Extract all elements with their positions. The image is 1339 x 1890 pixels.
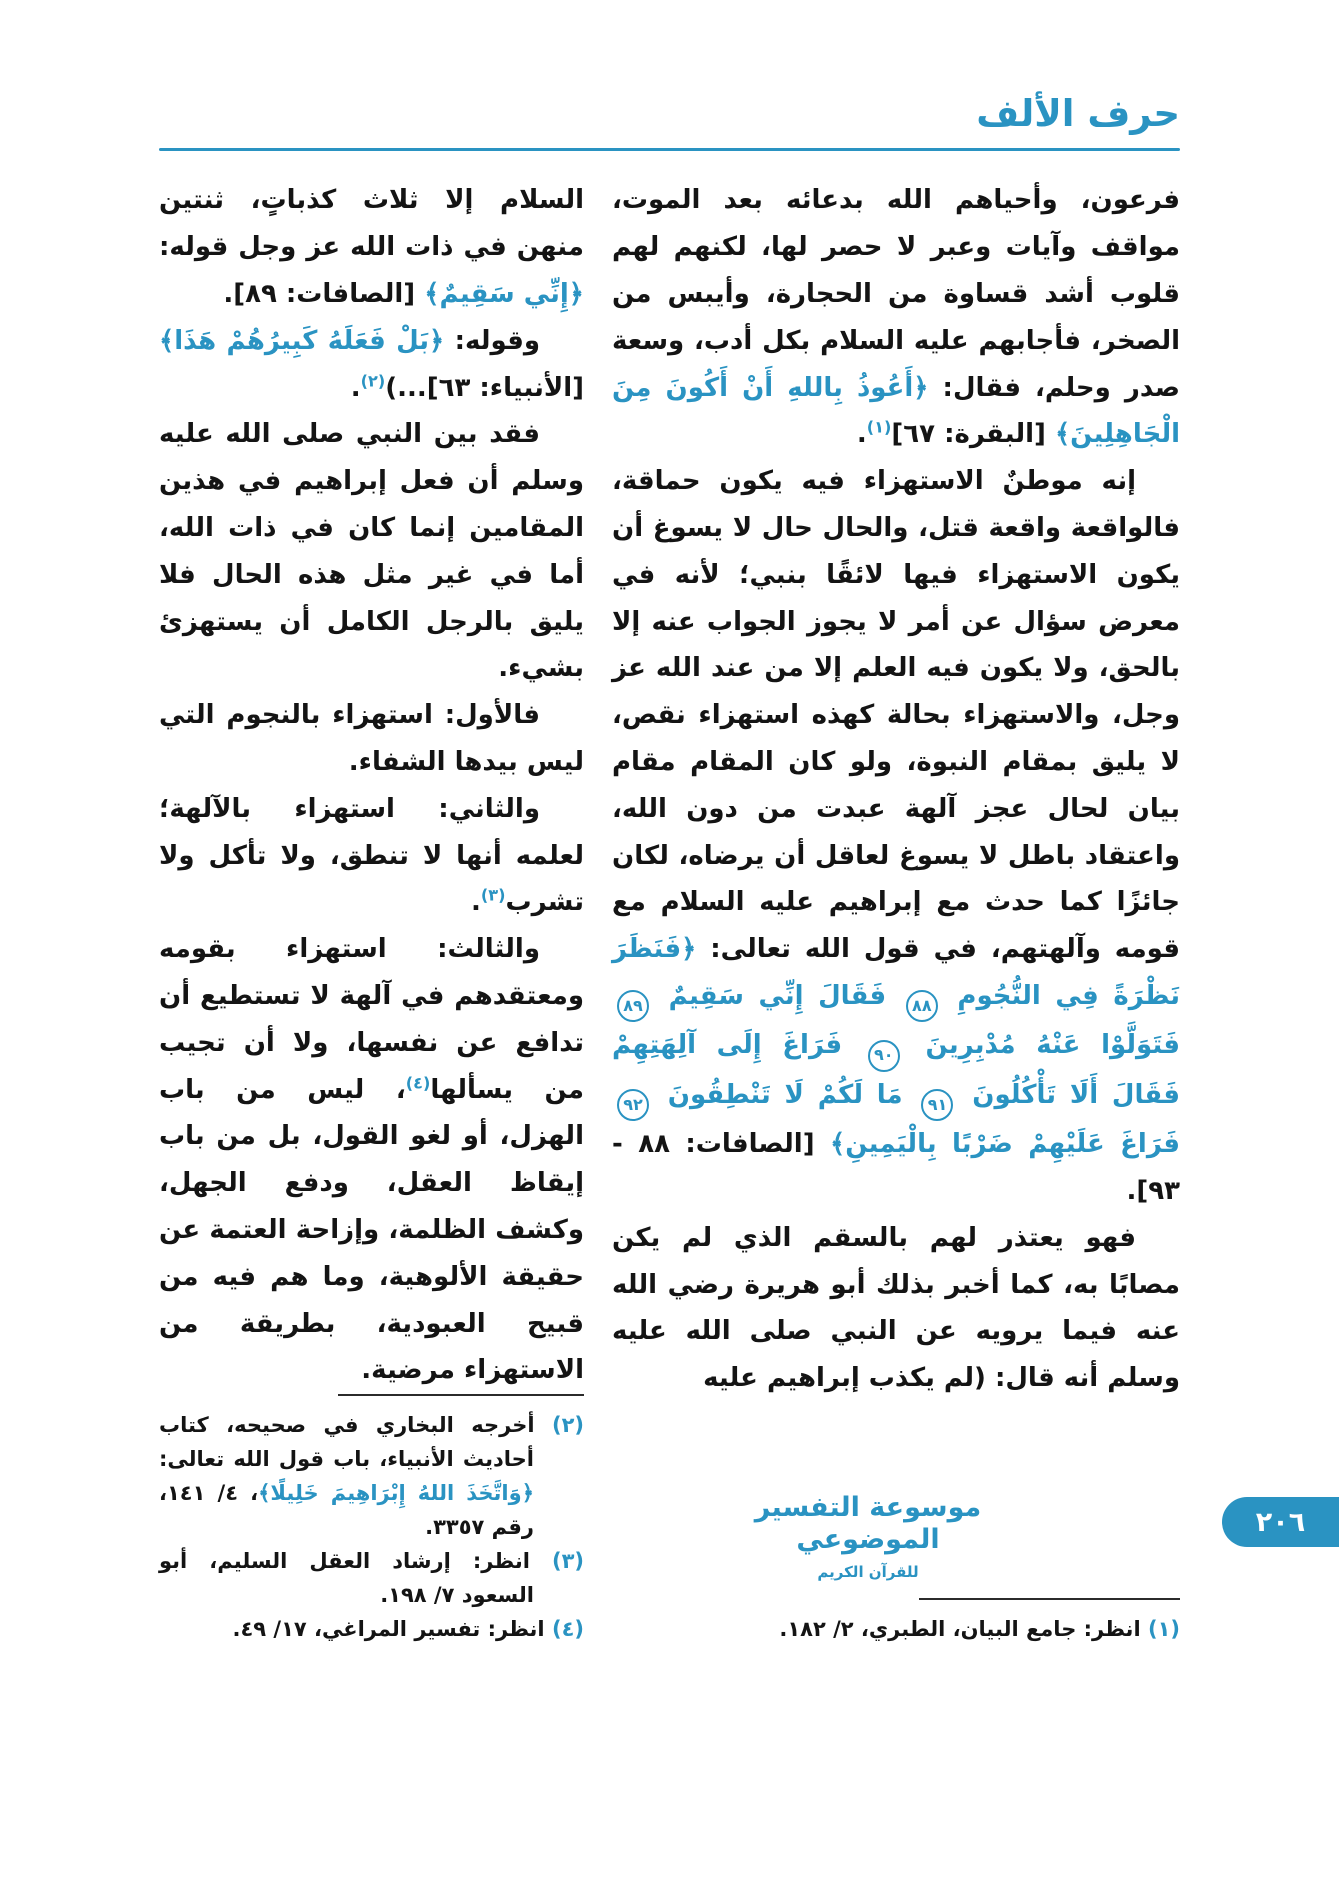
paragraph: [159, 1544, 584, 1612]
footnote-rule: [919, 1598, 1180, 1600]
text-run: [الصافات: ٨٩].: [223, 278, 425, 309]
text-run: فهو يعتذر لهم بالسقم الذي لم يكن مصابًا به، كما أخبر بذلك أبو هريرة رضي الله عنه فيما يرويه عن النبي صلى الله عليه وسلم أنه قال: (لم يكذب إبراهيم عليه: [612, 1222, 1180, 1394]
publisher-logo-title: موسوعة التفسير الموضوعي: [754, 1492, 982, 1556]
paragraph: [159, 411, 584, 692]
paragraph: [159, 1408, 584, 1544]
text-run: إنه موطنٌ الاستهزاء فيه يكون حماقة، فالواقعة واقعة قتل، والحال حال لا يسوغ أن يكون الاستهزاء فيها لائقًا بنبي؛ لأنه في معرض سؤال عن أمر لا يجوز الجواب عنه إلا بالحق، ولا يكون فيه العلم إلا من عند الله عز وجل، والاستهزاء بحالة كهذه استهزاء نقص، لا يليق بمقام النبوة، ولو كان المقام مقام بيان لحال عجز آلهة عبدت من دون الله، واعتقاد باطل لا يسوغ لعاقل أن يرضاه، لكان جائزًا كما حدث مع إبراهيم عليه السلام مع قومه وآلهتهم، في قول الله تعالى:: [612, 466, 1180, 965]
text-run: والثاني: استهزاء بالآلهة؛ لعلمه أنها لا تنطق، ولا تأكل ولا تشرب: [159, 793, 584, 918]
text-run: .: [350, 372, 361, 403]
column-left-text: [159, 177, 584, 1394]
footnotes-left: [159, 1394, 584, 1646]
footnote-number: (١): [1147, 1617, 1180, 1642]
footnotes-right-list: [612, 1612, 1180, 1646]
quran-quote: ﴿فَنَظَرَ نَظْرَةً فِي النُّجُومِ: [612, 934, 1180, 1011]
paragraph: [159, 692, 584, 786]
text-run: ، ليس من باب الهزل، أو لغو القول، بل من باب إيقاظ العقل، ودفع الجهل، وكشف الظلمة، وإزاحة العتمة عن حقيقة الألوهية، وما هم فيه من قبيح العبودية، بطريقة من الاستهزاء مرضية.: [159, 1074, 584, 1386]
page-header: [159, 92, 1180, 151]
text-run: والثالث: استهزاء بقومه ومعتقدهم في آلهة لا تستطيع أن تدافع عن نفسها، ولا أن تجيب من يسألها: [159, 934, 584, 1105]
footnotes-left-list: [159, 1408, 584, 1646]
column-left: [159, 177, 584, 1646]
text-run: السلام إلا ثلاث كذباتٍ، ثنتين منهن في ذات الله عز وجل قوله:: [159, 185, 584, 263]
page-content: [159, 92, 1180, 1646]
text-run: .: [470, 887, 481, 918]
text-run: أخرجه البخاري في صحيحه، كتاب أحاديث الأنبياء، باب قول الله تعالى:: [159, 1413, 552, 1472]
text-run: .: [856, 419, 867, 450]
quran-quote: ﴿وَاتَّخَذَ اللهُ إِبْرَاهِيمَ خَلِيلًا﴾: [258, 1481, 534, 1506]
publisher-logo: [753, 1492, 983, 1581]
text-run: [الصافات: ٨٨ - ٩٣].: [612, 1129, 1180, 1206]
ayah-number: ٩١: [921, 1089, 953, 1121]
text-run: فقد بين النبي صلى الله عليه وسلم أن فعل إبراهيم في هذين المقامين إنما كان في ذات الله، أما في غير مثل هذه الحال فلا يليق بالرجل الكامل أن يستهزئ بشيء.: [159, 419, 584, 684]
footnote-marker: (٢): [360, 370, 386, 390]
text-run: [البقرة: ٦٧]: [891, 419, 1055, 450]
text-run: انظر: إرشاد العقل السليم، أبو السعود ٧/ ١٩٨.: [159, 1549, 552, 1608]
text-run: انظر: تفسير المراغي، ١٧/ ٤٩.: [232, 1617, 552, 1642]
paragraph: [159, 177, 584, 317]
column-right: [612, 177, 1180, 1646]
quran-quote: ﴿بَلْ فَعَلَهُ كَبِيرُهُمْ هَذَا﴾: [159, 325, 445, 356]
paragraph: [612, 177, 1180, 458]
quran-quote: فَرَاغَ إِلَى آلِهَتِهِمْ فَقَالَ أَلَا تَأْكُلُونَ: [612, 1030, 1180, 1110]
paragraph: [159, 318, 584, 412]
paragraph: [612, 1612, 1180, 1646]
ayah-number: ٩٢: [617, 1089, 649, 1121]
column-right-text: [612, 177, 1180, 1402]
quran-quote: فَقَالَ إِنِّي سَقِيمٌ: [654, 980, 901, 1011]
quran-quote: مَا لَكُمْ لَا تَنْطِقُونَ: [654, 1079, 917, 1110]
paragraph: [612, 458, 1180, 1215]
footnote-rule: [338, 1394, 585, 1396]
text-run: فرعون، وأحياهم الله بدعائه بعد الموت، مواقف وآيات وعبر لا حصر لها، لكنهم لهم قلوب أشد قساوة من الحجارة، وأيبس من الصخر، فأجابهم عليه السلام بكل أدب، وسعة صدر وحلم، فقال:: [612, 185, 1180, 403]
text-run: انظر: جامع البيان، الطبري، ٢/ ١٨٢.: [779, 1617, 1148, 1642]
ayah-number: ٨٨: [906, 990, 938, 1022]
quran-quote: فَرَاغَ عَلَيْهِمْ ضَرْبًا بِالْيَمِينِ﴾: [830, 1129, 1181, 1160]
chapter-title: حرف الألف: [976, 92, 1180, 135]
ayah-number: ٨٩: [617, 990, 649, 1022]
text-run: فالأول: استهزاء بالنجوم التي ليس بيدها الشفاء.: [159, 700, 584, 777]
footnote-marker: (٤): [405, 1072, 431, 1092]
paragraph: [159, 926, 584, 1394]
footnote-number: (٣): [551, 1549, 584, 1574]
paragraph: [159, 1612, 584, 1646]
quran-quote: ﴿إِنِّي سَقِيمٌ﴾: [424, 278, 584, 309]
footnote-number: (٤): [551, 1617, 584, 1642]
paragraph: [159, 786, 584, 926]
footnote-number: (٢): [551, 1413, 584, 1438]
ayah-number: ٩٠: [868, 1040, 900, 1072]
quran-quote: ﴿أَعُوذُ بِاللهِ أَنْ أَكُونَ مِنَ الْجَاهِلِينَ﴾: [612, 372, 1180, 450]
footnotes-right: [612, 1598, 1180, 1646]
page-number: ٢٠٦: [1255, 1506, 1306, 1538]
two-column-body: [159, 177, 1180, 1646]
header-rule: [159, 148, 1180, 151]
footnote-marker: (٣): [480, 885, 506, 905]
quran-quote: فَتَوَلَّوْا عَنْهُ مُدْبِرِينَ: [904, 1030, 1180, 1061]
text-run: ، ٤/ ١٤١، رقم ٣٣٥٧.: [159, 1481, 534, 1540]
footnote-marker: (١): [866, 417, 892, 437]
publisher-logo-subtitle: للقرآن الكريم: [817, 1562, 919, 1581]
page-number-badge: [1222, 1497, 1339, 1547]
paragraph: [612, 1215, 1180, 1402]
text-run: وقوله:: [444, 325, 541, 356]
text-run: [الأنبياء: ٦٣]...): [385, 372, 584, 403]
